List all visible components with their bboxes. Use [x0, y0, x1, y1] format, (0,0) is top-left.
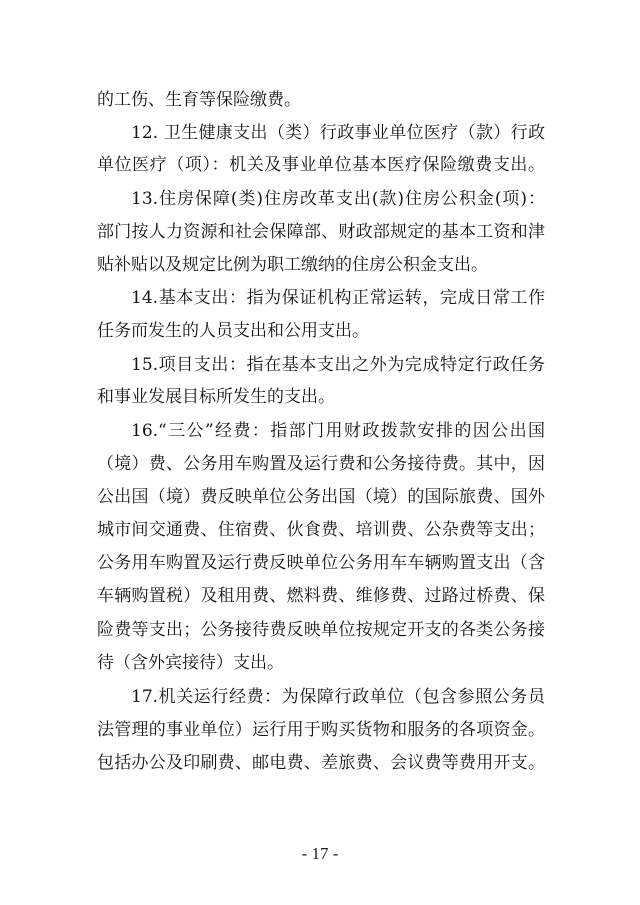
- item-13-line-2: 部门按人力资源和社会保障部、财政部规定的基本工资和津: [97, 222, 545, 242]
- item-17-line-2: 法管理的事业单位）运行用于购买货物和服务的各项资金。: [97, 720, 545, 740]
- item-16-line-5: 公务用车购置及运行费反映单位公务用车车辆购置支出（含: [97, 553, 545, 573]
- item-15-line-2: 和事业发展目标所发生的支出。: [97, 387, 335, 407]
- item-16-line-2: （境）费、公务用车购置及运行费和公务接待费。其中，因: [97, 454, 545, 474]
- item-15-line-1: 15.项目支出：指在基本支出之外为完成特定行政任务: [131, 355, 545, 375]
- item-16-line-6: 车辆购置税）及租用费、燃料费、维修费、过路过桥费、保: [97, 586, 545, 606]
- item-17-line-1: 17.机关运行经费：为保障行政单位（包含参照公务员: [131, 687, 545, 707]
- item-12-line-2: 单位医疗（项）：机关及事业单位基本医疗保险缴费支出。: [97, 155, 545, 175]
- item-16-line-4: 城市间交通费、住宿费、伙食费、培训费、公杂费等支出；: [97, 520, 545, 540]
- item-13-line-3: 贴补贴以及规定比例为职工缴纳的住房公积金支出。: [97, 255, 488, 275]
- item-13-line-1: 13.住房保障(类)住房改革支出(款)住房公积金(项)：: [131, 189, 545, 209]
- item-14-line-2: 任务而发生的人员支出和公用支出。: [97, 321, 369, 341]
- paragraph-continuation-line-1: 的工伤、生育等保险缴费。: [97, 90, 301, 110]
- item-16-line-7: 险费等支出；公务接待费反映单位按规定开支的各类公务接: [97, 620, 545, 640]
- page-number: - 17 -: [301, 844, 339, 863]
- item-16-line-1: 16.“三公”经费：指部门用财政拨款安排的因公出国: [131, 421, 545, 441]
- item-16-line-8: 待（含外宾接待）支出。: [97, 653, 284, 673]
- item-12-line-1: 12. 卫生健康支出（类）行政事业单位医疗（款）行政: [131, 123, 545, 143]
- item-17-line-3: 包括办公及印刷费、邮电费、差旅费、会议费等费用开支。: [97, 753, 545, 773]
- item-14-line-1: 14.基本支出：指为保证机构正常运转，完成日常工作: [131, 288, 545, 308]
- item-16-line-3: 公出国（境）费反映单位公务出国（境）的国际旅费、国外: [97, 487, 545, 507]
